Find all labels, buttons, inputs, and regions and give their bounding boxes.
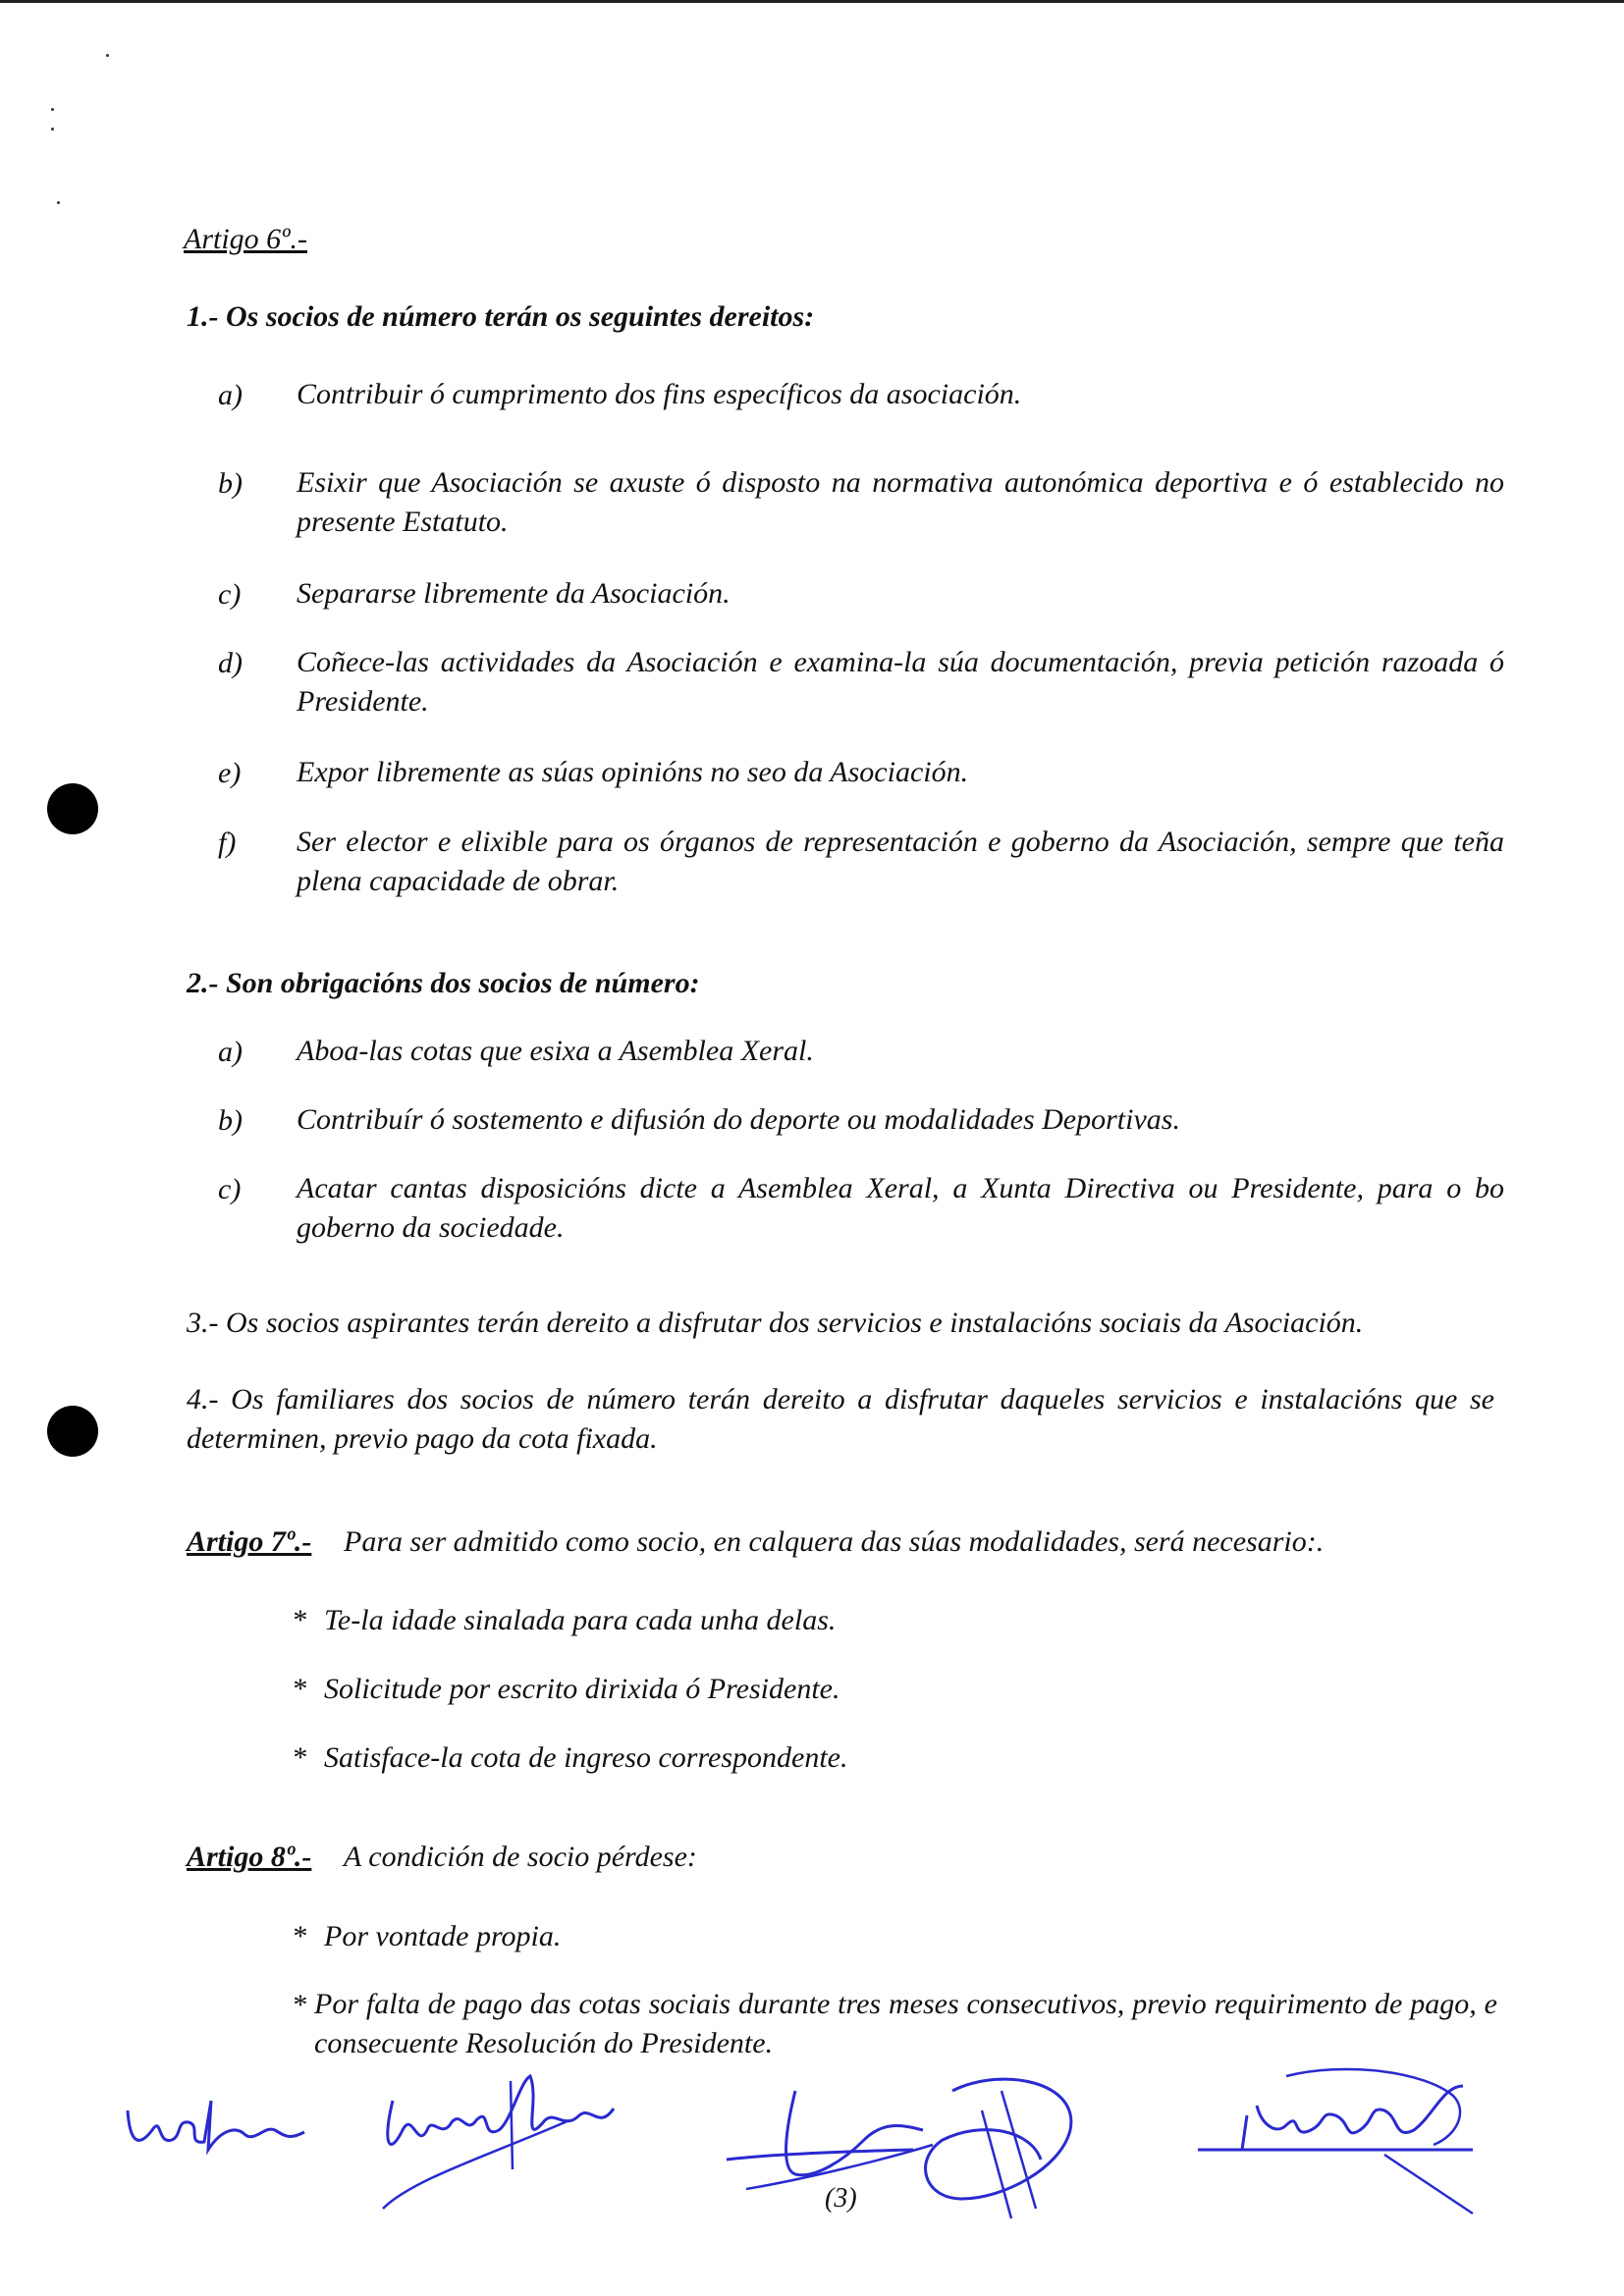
item-text: Contribuir ó cumprimento dos fins específicos da asociación. <box>297 378 1022 410</box>
section-4-text: 4.- Os familiares dos socios de número terán dereito a disfrutar daqueles servicios e instalacións que se determinen, previo pago da cota fixada. <box>187 1383 1494 1455</box>
item-text: Aboa-las cotas que esixa a Asemblea Xeral. <box>297 1035 814 1067</box>
page-number: (3) <box>825 2183 857 2214</box>
item-text: Contribuír ó sostemento e difusión do deporte ou modalidades Deportivas. <box>297 1103 1180 1136</box>
item-label: e) <box>218 757 242 789</box>
item-label: a) <box>218 1036 243 1068</box>
bullet-marker: * <box>292 1920 306 1952</box>
bullet-text: Satisface-la cota de ingreso correspondente. <box>324 1741 848 1774</box>
signature-3 <box>687 2052 1119 2238</box>
article-8-title: Artigo 8º.- <box>187 1841 312 1873</box>
bullet-marker: * <box>292 1741 306 1774</box>
bullet-text: Por falta de pago das cotas sociais durante tres meses consecutivos, previo requirimento de pago, e consecuente Resolución do Presidente. <box>314 1988 1497 2059</box>
item-label: b) <box>218 467 243 500</box>
signature-2 <box>373 2061 648 2218</box>
section-3-text: 3.- Os socios aspirantes terán dereito a disfrutar dos servicios e instalacións sociais da Asociación. <box>187 1307 1364 1339</box>
item-text: Acatar cantas disposicións dicte a Asemblea Xeral, a Xunta Directiva ou Presidente, para o bo goberno da sociedade. <box>297 1172 1504 1244</box>
item-label: c) <box>218 1173 242 1205</box>
article-8-intro: A condición de socio pérdese: <box>344 1841 697 1873</box>
scan-speck <box>106 54 109 57</box>
item-label: d) <box>218 647 243 679</box>
bullet-text: Te-la idade sinalada para cada unha delas. <box>324 1604 837 1636</box>
item-label: b) <box>218 1104 243 1137</box>
item-label: a) <box>218 379 243 411</box>
punch-hole <box>47 1406 98 1457</box>
item-label: f) <box>218 827 237 859</box>
bullet-marker: * <box>292 1604 306 1636</box>
scan-speck <box>51 108 54 111</box>
item-label: c) <box>218 578 242 611</box>
scan-speck <box>57 201 60 204</box>
section-2-heading: 2.- Son obrigacións dos socios de número: <box>187 967 700 999</box>
item-text: Expor libremente as súas opinións no seo da Asociación. <box>297 756 969 788</box>
punch-hole <box>47 783 98 834</box>
bullet-marker: * <box>292 1989 306 2021</box>
bullet-text: Por vontade propia. <box>324 1920 562 1952</box>
item-text: Esixir que Asociación se axuste ó disposto na normativa autonómica deportiva e ó establecido no presente Estatuto. <box>297 466 1504 538</box>
section-1-heading: 1.- Os socios de número terán os seguintes dereitos: <box>187 300 815 333</box>
article-6-title: Artigo 6º.- <box>184 223 307 255</box>
bullet-text: Solicitude por escrito dirixida ó Presidente. <box>324 1673 840 1705</box>
item-text: Ser elector e elixible para os órganos de representación e goberno da Asociación, sempre que teña plena capacidade de obrar. <box>297 826 1504 897</box>
item-text: Separarse libremente da Asociación. <box>297 577 731 610</box>
article-7-title: Artigo 7º.- <box>187 1525 312 1558</box>
signature-4 <box>1188 2056 1483 2223</box>
article-7-intro: Para ser admitido como socio, en calquera das súas modalidades, será necesario:. <box>344 1525 1325 1558</box>
item-text: Coñece-las actividades da Asociación e examina-la súa documentación, previa petición razoada ó Presidente. <box>297 646 1504 718</box>
signature-1 <box>118 2071 314 2169</box>
page-top-edge <box>0 0 1624 3</box>
bullet-marker: * <box>292 1673 306 1705</box>
scan-speck <box>51 128 54 131</box>
